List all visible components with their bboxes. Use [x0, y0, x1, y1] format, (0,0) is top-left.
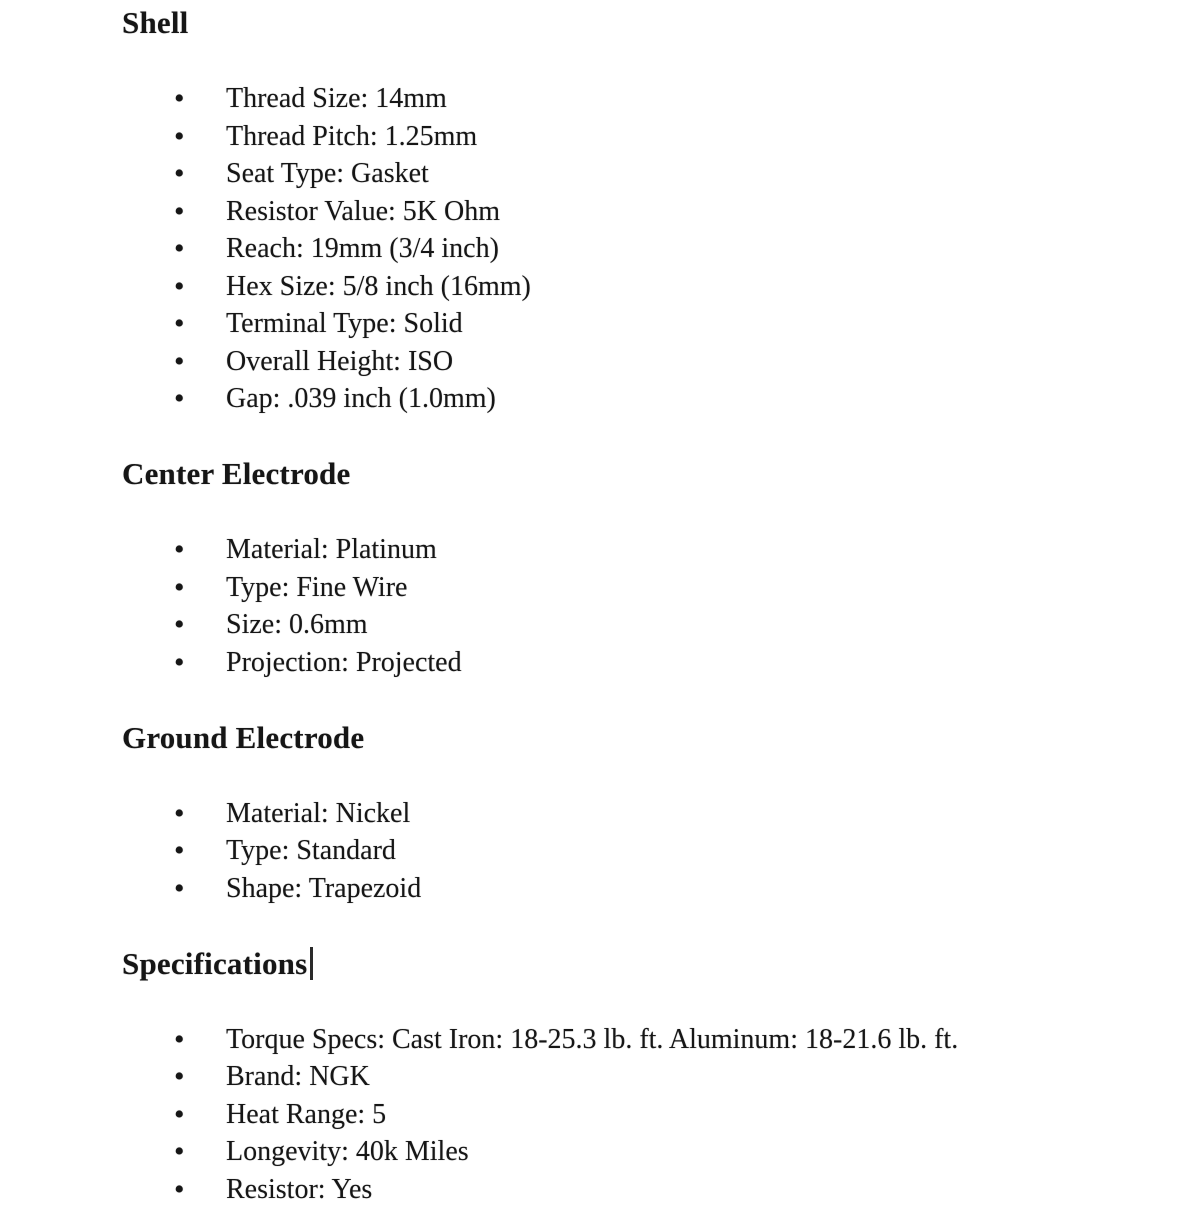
- bullet-icon: •: [174, 870, 185, 908]
- bullet-icon: •: [174, 343, 185, 381]
- bullet-icon: •: [174, 1133, 185, 1171]
- list-item[interactable]: [122, 343, 1160, 381]
- list-item[interactable]: [122, 1133, 1160, 1171]
- section-ground-electrode: [122, 719, 1160, 908]
- list-item-text[interactable]: Resistor Value: 5K Ohm: [226, 196, 500, 227]
- bullet-icon: •: [174, 795, 185, 833]
- list-item-text[interactable]: Longevity: 40k Miles: [226, 1136, 469, 1167]
- list-item-text[interactable]: Resistor: Yes: [226, 1174, 372, 1205]
- section-shell: [122, 4, 1160, 418]
- bullet-icon: •: [174, 1021, 185, 1059]
- bullet-icon: •: [174, 193, 185, 231]
- list-item-text[interactable]: Torque Specs: Cast Iron: 18-25.3 lb. ft. Aluminum: 18-21.6 lb. ft.: [226, 1024, 958, 1055]
- list-item[interactable]: [122, 1096, 1160, 1134]
- list-item-text[interactable]: Overall Height: ISO: [226, 346, 453, 377]
- section-specifications: [122, 945, 1160, 1208]
- list-item[interactable]: [122, 832, 1160, 870]
- list-item-text[interactable]: Terminal Type: Solid: [226, 308, 463, 339]
- bullet-icon: •: [174, 1171, 185, 1208]
- list-item[interactable]: [122, 80, 1160, 118]
- list-item-text[interactable]: Brand: NGK: [226, 1061, 370, 1092]
- bullet-icon: •: [174, 1058, 185, 1096]
- section-heading-center-electrode[interactable]: Center Electrode: [122, 455, 1160, 493]
- bullet-icon: •: [174, 305, 185, 343]
- bullet-icon: •: [174, 80, 185, 118]
- list-item[interactable]: [122, 644, 1160, 682]
- bullet-icon: •: [174, 569, 185, 607]
- list-item[interactable]: [122, 606, 1160, 644]
- bullet-icon: •: [174, 155, 185, 193]
- list-item[interactable]: [122, 268, 1160, 306]
- section-heading-shell[interactable]: Shell: [122, 4, 1160, 42]
- list-item-text[interactable]: Gap: .039 inch (1.0mm): [226, 383, 496, 414]
- list-item[interactable]: [122, 118, 1160, 156]
- list-item[interactable]: [122, 1171, 1160, 1208]
- list-item[interactable]: [122, 1058, 1160, 1096]
- shell-bullet-list: [122, 80, 1160, 418]
- list-item-text[interactable]: Hex Size: 5/8 inch (16mm): [226, 271, 531, 302]
- list-item[interactable]: [122, 1021, 1160, 1059]
- bullet-icon: •: [174, 380, 185, 418]
- list-item[interactable]: [122, 795, 1160, 833]
- list-item-text[interactable]: Type: Standard: [226, 835, 396, 866]
- list-item[interactable]: [122, 230, 1160, 268]
- bullet-icon: •: [174, 118, 185, 156]
- list-item-text[interactable]: Reach: 19mm (3/4 inch): [226, 233, 499, 264]
- list-item[interactable]: [122, 870, 1160, 908]
- bullet-icon: •: [174, 606, 185, 644]
- section-center-electrode: [122, 455, 1160, 681]
- section-heading-specifications[interactable]: [122, 945, 1160, 983]
- list-item[interactable]: [122, 380, 1160, 418]
- bullet-icon: •: [174, 832, 185, 870]
- section-heading-text[interactable]: Specifications: [122, 946, 307, 981]
- list-item[interactable]: [122, 305, 1160, 343]
- list-item-text[interactable]: Heat Range: 5: [226, 1099, 386, 1130]
- list-item[interactable]: [122, 155, 1160, 193]
- list-item-text[interactable]: Type: Fine Wire: [226, 572, 407, 603]
- list-item-text[interactable]: Size: 0.6mm: [226, 609, 368, 640]
- text-cursor: [310, 947, 313, 980]
- list-item[interactable]: [122, 531, 1160, 569]
- list-item-text[interactable]: Projection: Projected: [226, 647, 462, 678]
- list-item[interactable]: [122, 193, 1160, 231]
- list-item-text[interactable]: Thread Size: 14mm: [226, 83, 447, 114]
- ground-electrode-bullet-list: [122, 795, 1160, 908]
- center-electrode-bullet-list: [122, 531, 1160, 681]
- bullet-icon: •: [174, 230, 185, 268]
- list-item-text[interactable]: Shape: Trapezoid: [226, 873, 421, 904]
- list-item[interactable]: [122, 569, 1160, 607]
- list-item-text[interactable]: Material: Nickel: [226, 798, 410, 829]
- specifications-bullet-list: [122, 1021, 1160, 1208]
- bullet-icon: •: [174, 644, 185, 682]
- bullet-icon: •: [174, 1096, 185, 1134]
- bullet-icon: •: [174, 268, 185, 306]
- list-item-text[interactable]: Thread Pitch: 1.25mm: [226, 121, 477, 152]
- bullet-icon: •: [174, 531, 185, 569]
- list-item-text[interactable]: Seat Type: Gasket: [226, 158, 429, 189]
- section-heading-ground-electrode[interactable]: Ground Electrode: [122, 719, 1160, 757]
- list-item-text[interactable]: Material: Platinum: [226, 534, 437, 565]
